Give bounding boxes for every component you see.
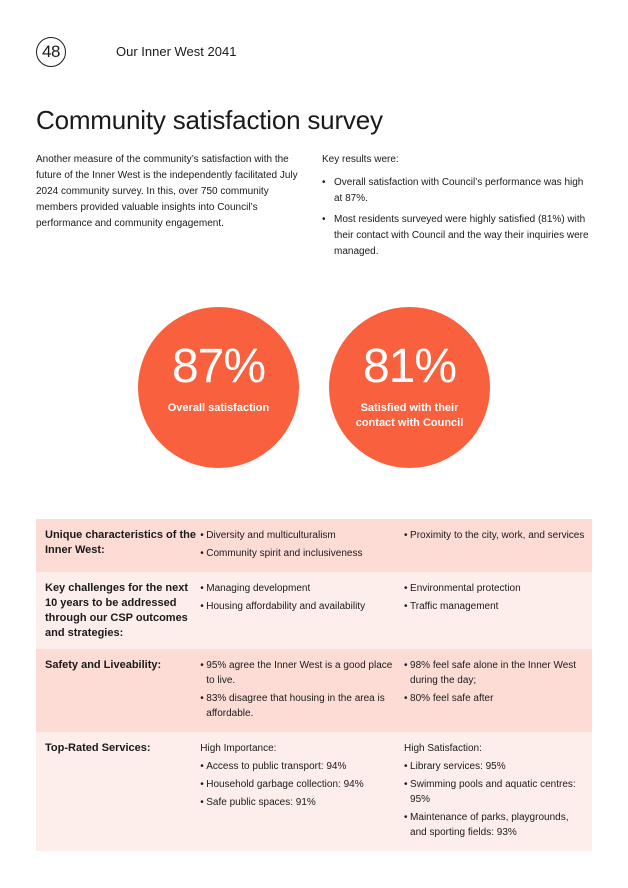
survey-results-table [36,519,592,851]
list-item: • 98% feel safe alone in the Inner West during the day; [404,658,586,688]
page-number: 48 [36,37,66,67]
intro-paragraph: Another measure of the community’s satisfaction with the future of the Inner West is the independently facilitated July 2024 community survey. In this, over 750 community members provided valuable insights into Council’s performance and community engagement. [36,154,298,229]
table-cell [200,741,404,843]
document-title: Our Inner West 2041 [116,44,237,59]
list-item: • Managing development [200,581,398,596]
table-row [36,649,592,732]
stat-value: 81% [362,340,457,393]
table-cell [404,741,592,843]
stat-label: Overall satisfaction [167,402,270,414]
stat-label: Satisfied with their contact with Council [355,402,464,429]
row-heading: Safety and Liveability: [45,659,162,671]
table-cell [404,658,592,724]
row-heading: Key challenges for the next 10 years to be addressed through our CSP outcomes and strategies: [45,582,189,639]
list-item: • Household garbage collection: 94% [200,777,398,792]
key-results-label: Key results were: [322,154,399,165]
table-cell [404,528,592,564]
key-result-item: • Most residents surveyed were highly satisfied (81%) with their contact with Council and the way their inquiries were managed. [322,212,590,260]
table-row [36,732,592,851]
list-item: • Diversity and multiculturalism [200,528,398,543]
list-item: • Access to public transport: 94% [200,759,398,774]
stat-circle-overall [138,307,299,468]
list-item: • Proximity to the city, work, and services [404,528,586,543]
list-item: • Traffic management [404,599,586,614]
list-item: • Community spirit and inclusiveness [200,546,398,561]
list-item: • Library services: 95% [404,759,586,774]
table-cell [200,658,404,724]
table-cell [404,581,592,641]
list-item: • Maintenance of parks, playgrounds, and sporting fields: 93% [404,810,586,840]
cell-subheading: High Importance: [200,743,277,754]
stat-circle-contact [329,307,490,468]
list-item: • 83% disagree that housing in the area is affordable. [200,691,398,721]
row-heading: Unique characteristics of the Inner West: [45,529,196,556]
table-cell [200,528,404,564]
list-item: • Swimming pools and aquatic centres: 95% [404,777,586,807]
table-row [36,519,592,572]
table-cell [200,581,404,641]
list-item: • 95% agree the Inner West is a good place to live. [200,658,398,688]
key-results-list [322,175,590,260]
key-results [322,152,590,265]
table-row [36,572,592,649]
list-item: • Safe public spaces: 91% [200,795,398,810]
list-item: • 80% feel safe after [404,691,586,706]
list-item: • Environmental protection [404,581,586,596]
row-heading: Top-Rated Services: [45,742,151,754]
page-title: Community satisfaction survey [36,105,383,135]
stat-value: 87% [171,340,266,393]
list-item: • Housing affordability and availability [200,599,398,614]
key-result-item: • Overall satisfaction with Council’s performance was high at 87%. [322,175,590,207]
cell-subheading: High Satisfaction: [404,743,482,754]
